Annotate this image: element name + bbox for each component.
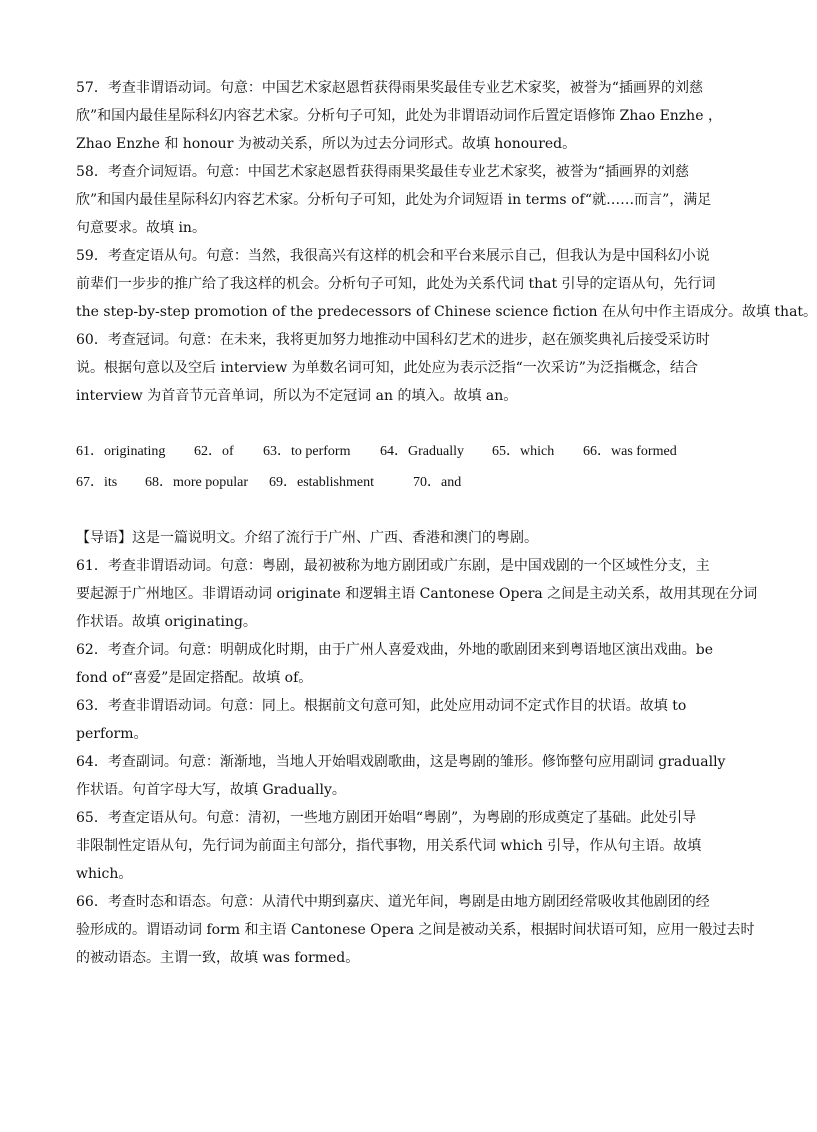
text-line: 66．考查时态和语态。句意：从清代中期到嘉庆、道光年间，粤剧是由地方剧团经常吸收其他剧团的经 <box>76 894 710 910</box>
answer-item: 64．Gradually <box>380 444 464 459</box>
text-line: 63．考查非谓语动词。句意：同上。根据前文句意可知，此处应用动词不定式作目的状语。故填 to <box>76 698 687 714</box>
text-line: 作状语。句首字母大写，故填 Gradually。 <box>76 782 346 798</box>
text-line: the step-by-step promotion of the predecessors of Chinese science fiction 在从句中作主语成分。故填 that。 <box>76 304 817 320</box>
text-line: 作状语。故填 originating。 <box>76 614 257 630</box>
text-line: perform。 <box>76 726 148 742</box>
explanation-59 <box>76 242 817 326</box>
text-line: 62．考查介词。句意：明朝成化时期，由于广州人喜爱戏曲，外地的歌剧团来到粤语地区演出戏曲。be <box>76 642 714 658</box>
explanation-64 <box>76 748 724 804</box>
text-line: 验形成的。谓语动词 form 和主语 Cantonese Opera 之间是被动关系，根据时间状语可知，应用一般过去时 <box>76 922 755 938</box>
text-line: which。 <box>76 866 133 882</box>
answer-key <box>76 436 724 498</box>
text-line: 欣”和国内最佳星际科幻内容艺术家。分析句子可知，此处为介词短语 in terms of“就……而言”，满足 <box>76 192 712 208</box>
text-line: 欣”和国内最佳星际科幻内容艺术家。分析句子可知，此处为非谓语动词作后置定语修饰 Zhao Enzhe ， <box>76 108 722 124</box>
answer-item: 61．originating <box>76 444 166 459</box>
answer-row <box>76 467 724 498</box>
answer-item: 62．of <box>194 444 234 459</box>
text-line: 59．考查定语从句。句意：当然，我很高兴有这样的机会和平台来展示自己，但我认为是中国科幻小说 <box>76 248 710 264</box>
explanation-66 <box>76 888 755 972</box>
explanation-61 <box>76 552 758 636</box>
answer-item: 69．establishment <box>269 475 374 490</box>
text-line: 61．考查非谓语动词。句意：粤剧，最初被称为地方剧团或广东剧，是中国戏剧的一个区域性分支，主 <box>76 558 710 574</box>
text-line: 58．考查介词短语。句意：中国艺术家赵恩哲获得雨果奖最佳专业艺术家奖，被誉为“插画界的刘慈 <box>76 164 689 180</box>
text-line: 的被动语态。主谓一致，故填 was formed。 <box>76 950 360 966</box>
answer-item: 63．to perform <box>263 444 351 459</box>
explanation-57 <box>76 74 724 158</box>
text-line: 64．考查副词。句意：渐渐地，当地人开始唱戏剧歌曲，这是粤剧的雏形。修饰整句应用副词 gradually <box>76 754 726 770</box>
text-line: 60．考查冠词。句意：在未来，我将更加努力地推动中国科幻艺术的进步，赵在颁奖典礼后接受采访时 <box>76 332 710 348</box>
explanation-65 <box>76 804 724 888</box>
text-line: 非限制性定语从句，先行词为前面主句部分，指代事物，用关系代词 which 引导，作从句主语。故填 <box>76 838 702 854</box>
text-line: 65．考查定语从句。句意：清初，一些地方剧团开始唱“粤剧”，为粤剧的形成奠定了基础。此处引导 <box>76 810 697 826</box>
explanation-60 <box>76 326 724 410</box>
guide-text: 【导语】这是一篇说明文。介绍了流行于广州、广西、香港和澳门的粤剧。 <box>76 530 538 546</box>
spacer <box>76 410 724 436</box>
explanation-62 <box>76 636 724 692</box>
answer-item: 70．and <box>413 475 462 490</box>
text-line: 57．考查非谓语动词。句意：中国艺术家赵恩哲获得雨果奖最佳专业艺术家奖，被誉为“插画界的刘慈 <box>76 80 703 96</box>
text-line: fond of“喜爱”是固定搭配。故填 of。 <box>76 670 313 686</box>
explanation-63 <box>76 692 724 748</box>
answer-item: 67．its <box>76 475 118 490</box>
text-line: Zhao Enzhe 和 honour 为被动关系，所以为过去分词形式。故填 honoured。 <box>76 136 577 152</box>
text-line: 前辈们一步步的推广给了我这样的机会。分析句子可知，此处为关系代词 that 引导的定语从句，先行词 <box>76 276 716 292</box>
document-page <box>76 74 817 972</box>
answer-item: 68．more popular <box>145 475 249 490</box>
explanation-58 <box>76 158 724 242</box>
answer-item: 66．was formed <box>583 444 677 459</box>
answer-row <box>76 436 724 467</box>
spacer <box>76 498 724 524</box>
answer-item: 65．which <box>492 444 555 459</box>
text-line: 句意要求。故填 in。 <box>76 220 206 236</box>
text-line: 要起源于广州地区。非谓语动词 originate 和逻辑主语 Cantonese Opera 之间是主动关系，故用其现在分词 <box>76 586 758 602</box>
text-line: 说。根据句意以及空后 interview 为单数名词可知，此处应为表示泛指“一次采访”为泛指概念，结合 <box>76 360 698 376</box>
text-line: interview 为首音节元音单词，所以为不定冠词 an 的填入。故填 an。 <box>76 388 518 404</box>
